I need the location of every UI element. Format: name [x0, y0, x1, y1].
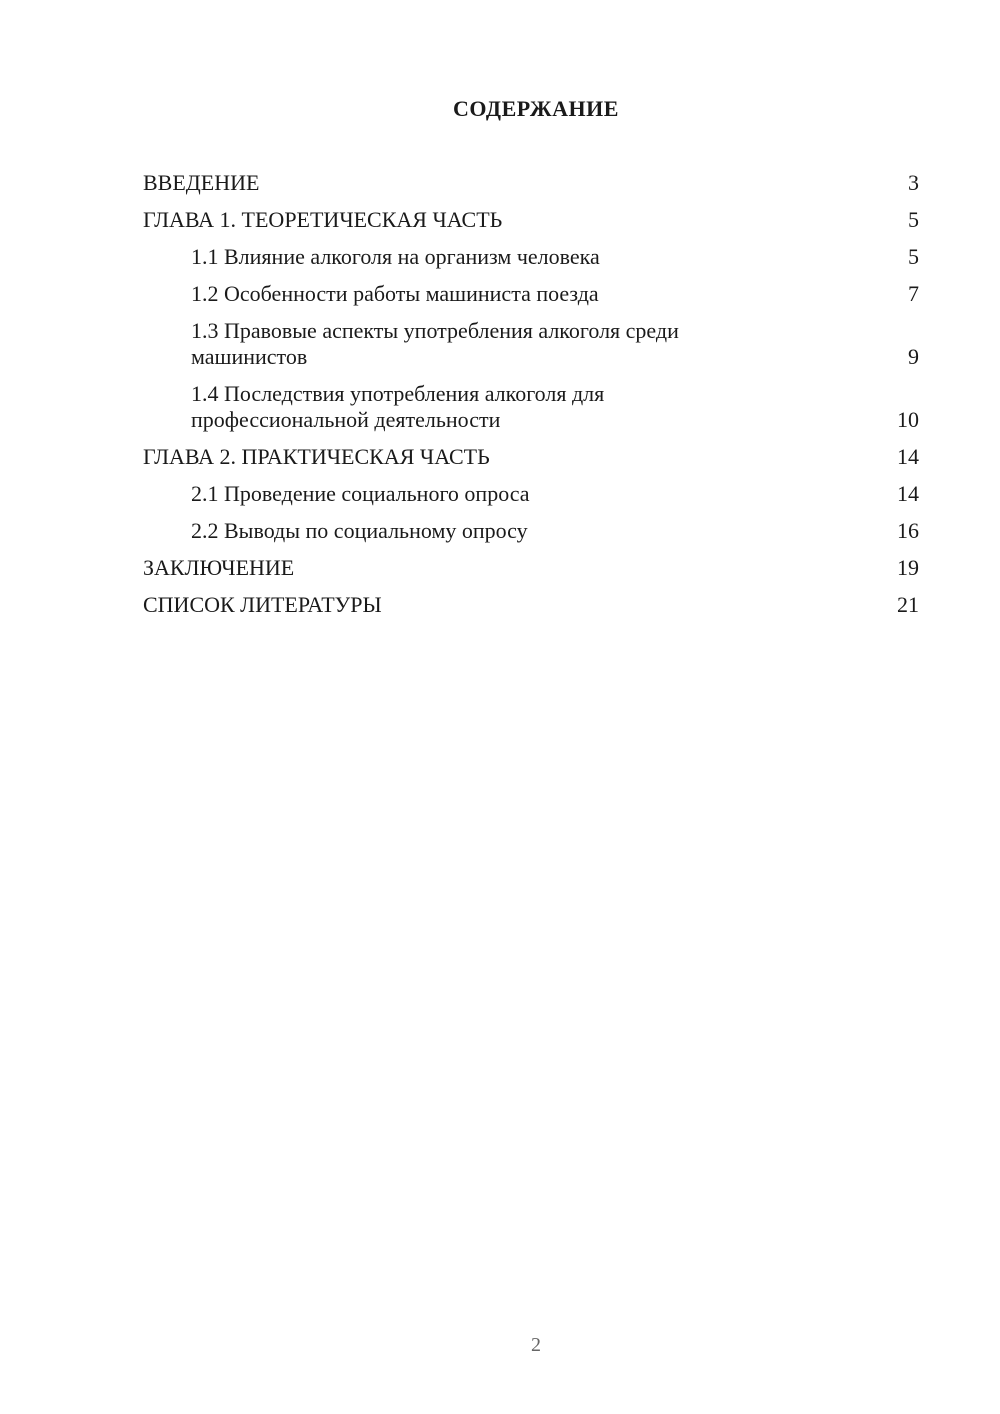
toc-entry-conclusion [143, 555, 919, 581]
toc-entry-label: 2.2 Выводы по социальному опросу [191, 518, 528, 543]
toc-entry-introduction [143, 170, 919, 196]
toc-entry-bibliography [143, 592, 919, 618]
toc-entry-label: 1.3 Правовые аспекты употребления алкоголя среди машинистов [191, 318, 679, 369]
toc-entry-page: 14 [897, 444, 919, 469]
toc-entry-page: 5 [908, 207, 919, 232]
toc-entry-label: 2.1 Проведение социального опроса [191, 481, 530, 506]
toc-entry-section-2-2 [143, 518, 919, 544]
toc-entry-page: 14 [897, 481, 919, 506]
toc-entry-section-1-2 [143, 281, 919, 307]
toc-entry-page: 9 [908, 344, 919, 369]
toc-entry-chapter-1 [143, 207, 919, 233]
toc-entry-page: 19 [897, 555, 919, 580]
toc-entry-label: 1.4 Последствия употребления алкоголя для профессиональной деятельности [191, 381, 605, 432]
toc-entry-label: 1.2 Особенности работы машиниста поезда [191, 281, 599, 306]
toc-entry-label: 1.1 Влияние алкоголя на организм человека [191, 244, 600, 269]
toc-entry-label: ВВЕДЕНИЕ [143, 170, 260, 195]
toc-entry-page: 16 [897, 518, 919, 543]
toc-entry-section-2-1 [143, 481, 919, 507]
toc-entry-page: 5 [908, 244, 919, 269]
toc-entry-section-1-4 [143, 381, 919, 433]
toc-entry-section-1-3 [143, 318, 919, 370]
toc-entry-label: ЗАКЛЮЧЕНИЕ [143, 555, 295, 580]
page-number: 2 [531, 1334, 541, 1356]
toc-entry-label: ГЛАВА 2. ПРАКТИЧЕСКАЯ ЧАСТЬ [143, 444, 490, 469]
toc-entry-label: ГЛАВА 1. ТЕОРЕТИЧЕСКАЯ ЧАСТЬ [143, 207, 503, 232]
toc-entry-page: 7 [908, 281, 919, 306]
toc-entry-page: 21 [897, 592, 919, 617]
toc-entry-section-1-1 [143, 244, 919, 270]
toc-entry-label: СПИСОК ЛИТЕРАТУРЫ [143, 592, 382, 617]
toc-title: СОДЕРЖАНИЕ [453, 96, 619, 121]
toc-entry-page: 3 [908, 170, 919, 195]
toc-entry-chapter-2 [143, 444, 919, 470]
table-of-contents [143, 170, 919, 629]
toc-entry-page: 10 [897, 407, 919, 432]
